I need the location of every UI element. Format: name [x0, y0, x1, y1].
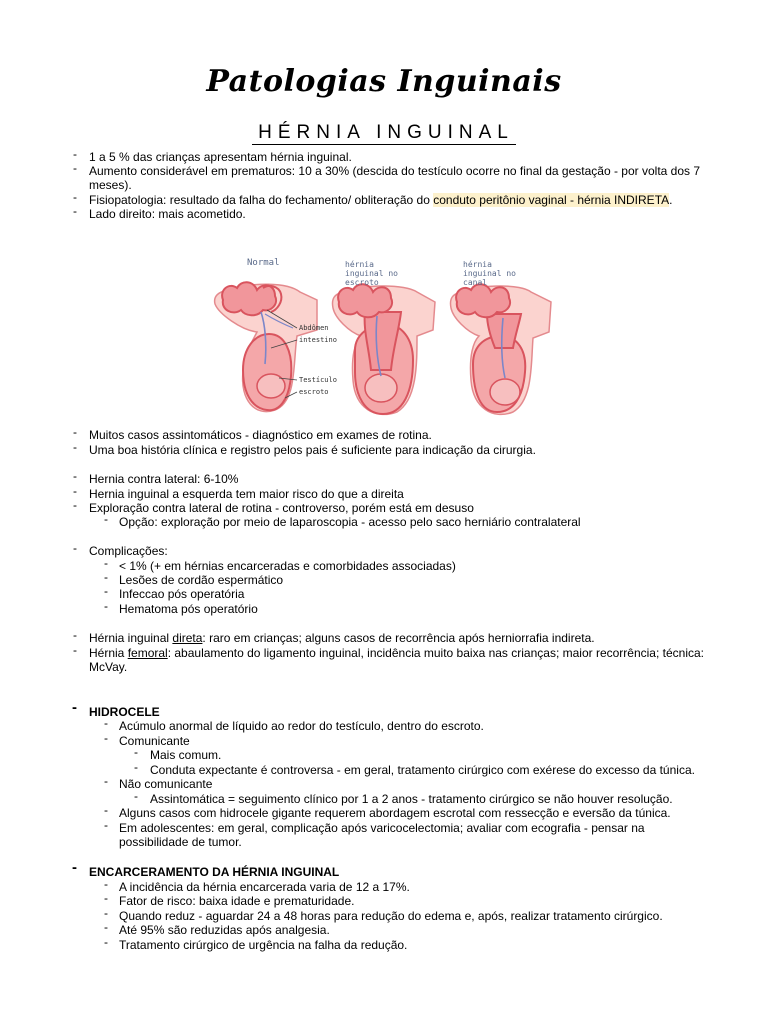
list-item: Hernia contra lateral: 6-10% — [89, 472, 239, 486]
bullet-dash: - — [73, 484, 77, 498]
bullet-dash: - — [73, 147, 77, 161]
bullet-dash: - — [104, 818, 108, 832]
bullet-dash: - — [104, 935, 108, 949]
bullet-dash: - — [73, 161, 77, 175]
bullet-dash: - — [104, 803, 108, 817]
list-item: Hérnia inguinal direta: raro em crianças; alguns casos de recorrência após herniorrafia indireta. — [89, 631, 595, 645]
list-item-continuation: meses). — [89, 178, 132, 192]
bullet-dash: - — [104, 512, 108, 526]
label-canal-hernia: hérnia inguinal no canal — [463, 260, 516, 287]
list-item: Fisiopatologia: resultado da falha do fechamento/ obliteração do conduto peritônio vaginal - hérnia INDIRETA. — [89, 193, 673, 207]
bullet-dash: - — [73, 498, 77, 512]
bullet-dash: - — [73, 425, 77, 439]
bullet-dash: - — [73, 469, 77, 483]
label-scrotal-hernia: hérnia inguinal no escroto — [345, 260, 398, 287]
list-item: 1 a 5 % das crianças apresentam hérnia inguinal. — [89, 150, 352, 164]
bullet-dash: - — [104, 891, 108, 905]
incarceration-heading: ENCARCERAMENTO DA HÉRNIA INGUINAL — [89, 865, 340, 879]
sub-list-item: Até 95% são reduzidas após analgesia. — [119, 923, 330, 937]
hydrocele-heading: HIDROCELE — [89, 705, 160, 719]
bullet-dash: - — [73, 643, 77, 657]
sub-list-item: Infeccao pós operatória — [119, 587, 245, 601]
bullet-dash: - — [73, 628, 77, 642]
bullet-dash: - — [134, 789, 138, 803]
sub-list-item: Comunicante — [119, 734, 190, 748]
sub-list-item: A incidência da hérnia encarcerada varia de 12 a 17%. — [119, 880, 410, 894]
list-item-continuation: McVay. — [89, 660, 128, 674]
bullet-dash: - — [104, 584, 108, 598]
sub-list-item: Lesões de cordão espermático — [119, 573, 284, 587]
bullet-dash: - — [134, 745, 138, 759]
sub-sub-list-item: Assintomática = seguimento clínico por 1 a 2 anos - tratamento cirúrgico se não houver resolução. — [150, 792, 673, 806]
list-item: Exploração contra lateral de rotina - controverso, porém está em desuso — [89, 501, 474, 515]
sub-list-item: Alguns casos com hidrocele gigante requerem abordagem escrotal com ressecção e eversão da túnica. — [119, 806, 671, 820]
sub-list-item: Hematoma pós operatório — [119, 602, 258, 616]
bullet-dash: - — [104, 570, 108, 584]
sub-list-item: Tratamento cirúrgico de urgência na falha da redução. — [119, 938, 408, 952]
list-item: Hernia inguinal a esquerda tem maior risco do que a direita — [89, 487, 404, 501]
scrotal-hernia-drawing — [332, 284, 435, 414]
bullet-dash: - — [104, 906, 108, 920]
bullet-dash: - — [104, 556, 108, 570]
canal-hernia-drawing — [450, 284, 551, 414]
label-abdomen: Abdômen — [299, 324, 329, 332]
bullet-dash: - — [104, 731, 108, 745]
sub-list-item: Opção: exploração por meio de laparoscopia - acesso pelo saco herniário contralateral — [119, 515, 581, 529]
list-item: Complicações: — [89, 544, 168, 558]
section-heading: HÉRNIA INGUINAL — [0, 122, 768, 144]
sub-list-item: < 1% (+ em hérnias encarceradas e comorbidades associadas) — [119, 559, 456, 573]
list-item: Muitos casos assintomáticos - diagnóstico em exames de rotina. — [89, 428, 432, 442]
label-intestine: intestino — [299, 336, 337, 344]
bullet-dash: - — [104, 599, 108, 613]
highlighted-text: conduto peritônio vaginal - hérnia INDIRETA — [433, 193, 670, 207]
bullet-dash: - — [134, 760, 138, 774]
bullet-dash: - — [104, 920, 108, 934]
bullet-dash: - — [104, 774, 108, 788]
sub-list-item: Quando reduz - aguardar 24 a 48 horas para redução do edema e, após, realizar tratamento cirúrgico. — [119, 909, 663, 923]
sub-list-item-continuation: possibilidade de tumor. — [119, 835, 242, 849]
bullet-dash: - — [72, 859, 77, 876]
bullet-dash: - — [104, 877, 108, 891]
list-item: Lado direito: mais acometido. — [89, 207, 246, 221]
label-scrotum: escroto — [299, 388, 329, 396]
bullet-dash: - — [73, 440, 77, 454]
sub-list-item: Em adolescentes: em geral, complicação após varicocelectomia; avaliar com ecografia - pensar na — [119, 821, 645, 835]
list-item: Hérnia femoral: abaulamento do ligamento inguinal, incidência muito baixa nas crianças; maior recorrência; técnica: — [89, 646, 704, 660]
sub-list-item: Não comunicante — [119, 777, 213, 791]
sub-list-item: Fator de risco: baixa idade e prematuridade. — [119, 894, 355, 908]
label-normal: Normal — [247, 258, 280, 268]
sub-list-item: Acúmulo anormal de líquido ao redor do testículo, dentro do escroto. — [119, 719, 484, 733]
list-item: Uma boa história clínica e registro pelos pais é suficiente para indicação da cirurgia. — [89, 443, 536, 457]
bullet-dash: - — [73, 541, 77, 555]
list-item: Aumento considerável em prematuros: 10 a 30% (descida do testículo ocorre no final da gestação - por volta dos 7 — [89, 164, 701, 178]
sub-sub-list-item: Conduta expectante é controversa - em geral, tratamento cirúrgico com exérese do excesso da túnica. — [150, 763, 695, 777]
bullet-dash: - — [72, 699, 77, 716]
page-title: Patologias Inguinais — [206, 64, 562, 99]
bullet-dash: - — [73, 204, 77, 218]
bullet-dash: - — [73, 190, 77, 204]
hernia-illustration — [205, 252, 565, 422]
bullet-dash: - — [104, 716, 108, 730]
sub-sub-list-item: Mais comum. — [150, 748, 222, 762]
label-testicle: Testículo — [299, 376, 337, 384]
